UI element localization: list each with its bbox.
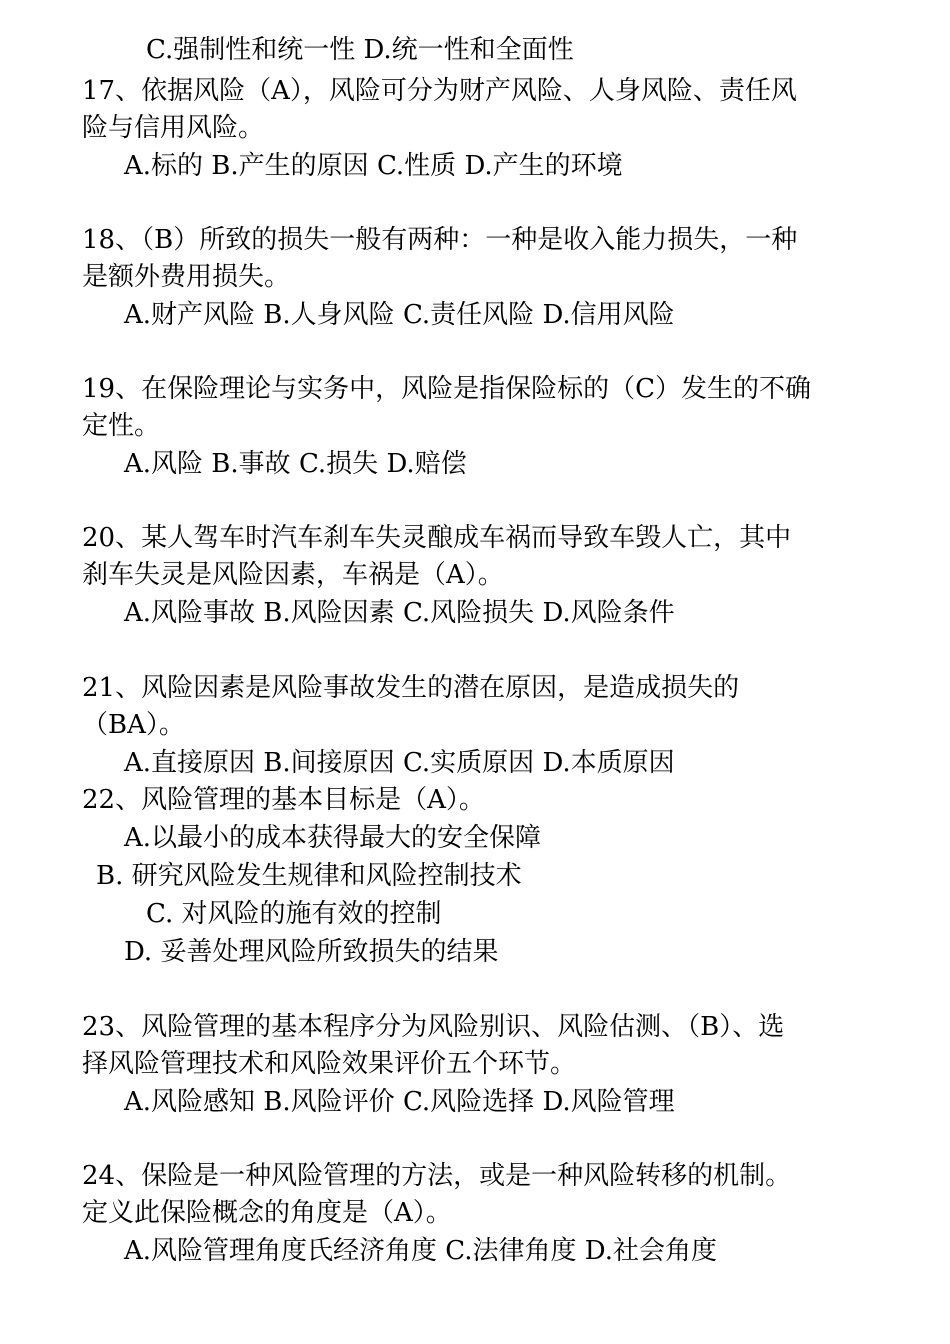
q22-option-a: A.以最小的成本获得最大的安全保障 [124,823,542,853]
q20-text-line1: 20、某人驾车时汽车刹车失灵酿成车祸而导致车毁人亡，其中 [82,523,792,553]
q19-options: A.风险 B.事故 C.损失 D.赔偿 [124,449,467,479]
q22-option-b: B. 研究风险发生规律和风险控制技术 [96,861,522,891]
q20-text-line2: 刹车失灵是风险因素，车祸是（A）。 [82,560,504,590]
q23-text-line1: 23、风险管理的基本程序分为风险别识、风险估测、（B）、选 [82,1012,785,1042]
q17-text-line1: 17、依据风险（A），风险可分为财产风险、人身风险、责任风 [82,76,797,106]
q19-text-line1: 19、在保险理论与实务中，风险是指保险标的（C）发生的不确 [82,374,811,404]
q20-options: A.风险事故 B.风险因素 C.风险损失 D.风险条件 [124,598,675,628]
q22-text: 22、风险管理的基本目标是（A）。 [82,785,485,815]
q23-options: A.风险感知 B.风险评价 C.风险选择 D.风险管理 [124,1087,675,1117]
q17-text-line2: 险与信用风险。 [82,113,265,143]
q21-text-line2: （BA）。 [82,710,185,740]
q24-text-line2: 定义此保险概念的角度是（A）。 [82,1198,452,1228]
q18-options: A.财产风险 B.人身风险 C.责任风险 D.信用风险 [124,300,675,330]
q22-option-d: D. 妥善处理风险所致损失的结果 [124,937,499,967]
q18-text-line2: 是额外费用损失。 [82,262,291,292]
q17-options: A.标的 B.产生的原因 C.性质 D.产生的环境 [124,151,623,181]
q18-text-line1: 18、（B）所致的损失一般有两种：一种是收入能力损失，一种 [82,225,798,255]
q21-options: A.直接原因 B.间接原因 C.实质原因 D.本质原因 [124,748,675,778]
q23-text-line2: 择风险管理技术和风险效果评价五个环节。 [82,1049,577,1079]
q24-options: A.风险管理角度氏经济角度 C.法律角度 D.社会角度 [124,1236,717,1266]
q22-option-c: C. 对风险的施有效的控制 [146,899,442,929]
q16-options-cd: C.强制性和统一性 D.统一性和全面性 [146,35,574,65]
q21-text-line1: 21、风险因素是风险事故发生的潜在原因，是造成损失的 [82,673,740,703]
q19-text-line2: 定性。 [82,411,161,441]
q24-text-line1: 24、保险是一种风险管理的方法，或是一种风险转移的机制。 [82,1161,792,1191]
